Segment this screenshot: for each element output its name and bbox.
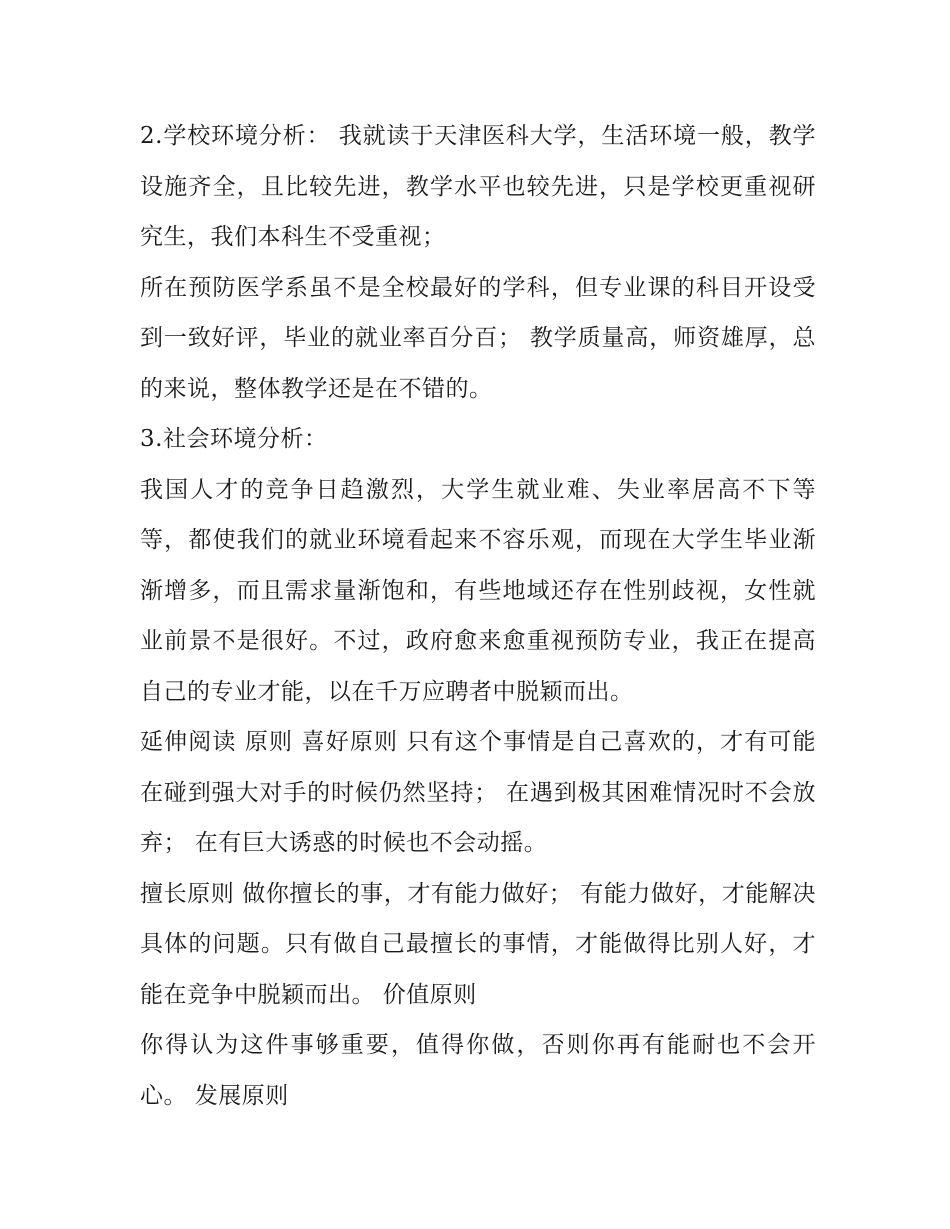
paragraph-department: 所在预防医学系虽不是全校最好的学科，但专业课的科目开设受到一致好评，毕业的就业率百分百； 教学质量高，师资雄厚，总的来说，整体教学还是在不错的。 bbox=[140, 274, 816, 402]
paragraph-interest-principle: 延伸阅读 原则 喜好原则 只有这个事情是自己喜欢的，才有可能在碰到强大对手的时候仍然坚持； 在遇到极其困难情况时不会放弃； 在有巨大诱惑的时候也不会动摇。 bbox=[140, 729, 816, 856]
paragraph-strength-principle: 擅长原则 做你擅长的事，才有能力做好； 有能力做好，才能解决具体的问题。只有做自己最擅长的事情，才能做得比别人好，才能在竞争中脱颖而出。 价值原则 bbox=[140, 880, 816, 1008]
paragraph-value-principle: 你得认为这件事够重要，值得你做，否则你再有能耐也不会开心。 发展原则 bbox=[140, 1032, 816, 1109]
heading-social-environment: 3.社会环境分析： bbox=[140, 426, 328, 452]
paragraph-social-environment: 我国人才的竞争日趋激烈，大学生就业难、失业率居高不下等等，都使我们的就业环境看起来不容乐观，而现在大学生毕业渐渐增多，而且需求量渐饱和，有些地域还存在性别歧视，女性就业前景不是很好。不过，政府愈来愈重视预防专业，我正在提高自己的专业才能，以在千万应聘者中脱颖而出。 bbox=[140, 476, 816, 705]
paragraph-school-environment: 2.学校环境分析： 我就读于天津医科大学，生活环境一般，教学设施齐全，且比较先进，教学水平也较先进，只是学校更重视研究生，我们本科生不受重视； bbox=[140, 123, 816, 250]
document-page bbox=[140, 111, 816, 1121]
